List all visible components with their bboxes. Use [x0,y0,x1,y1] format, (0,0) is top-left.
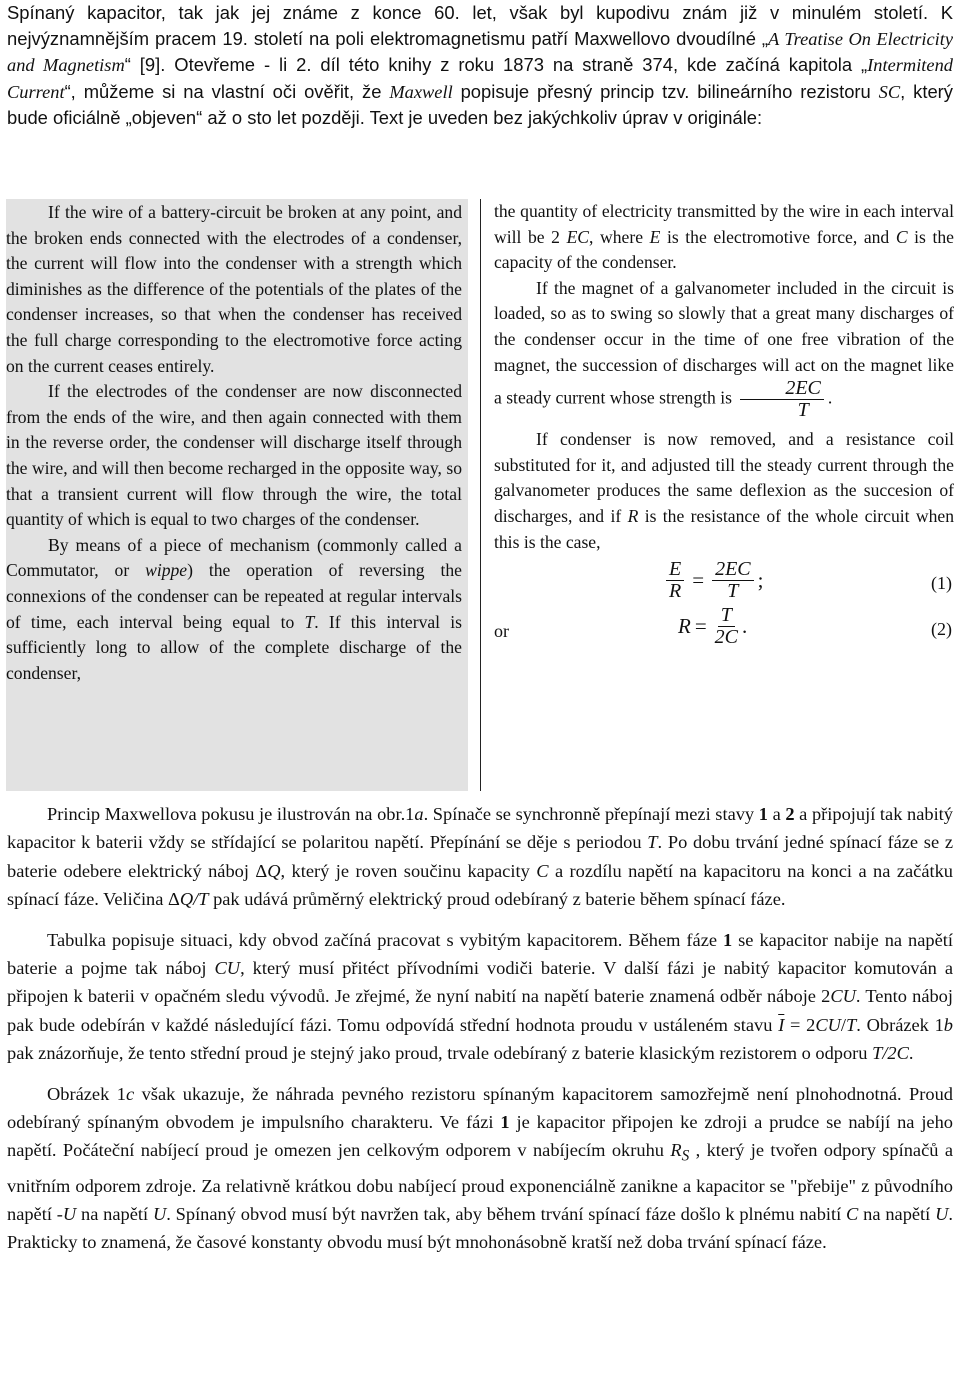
body-text-run: na napětí [76,1203,153,1224]
body-paragraph [7,926,953,1068]
maxwell-quote [0,199,960,791]
symbol-u: U [152,1203,167,1224]
equation-2-body [678,605,747,648]
figure-ref: a [414,804,424,824]
or-label: or [494,621,509,642]
equals-sign: = [692,567,705,592]
quote-paragraph [6,379,462,533]
body-text-run: pak udává průměrný elektrický proud odebíraný z baterie během spínací fáze. [208,889,786,910]
fraction-e-over-r [666,559,684,602]
body-paragraph [7,800,953,914]
quote-left-column [6,199,468,791]
quote-right-column [494,199,954,651]
symbol-t: T [304,611,315,632]
symbol-r: R [670,1140,682,1161]
fraction-t-over-2c [715,605,738,648]
quote-text: If condenser is now removed, and a resistance coil substituted for it, and adjusted till the steady current through the galvanometer produces the same deflexion as the succesion of discharges, and if [494,429,954,526]
symbol-r: R [627,505,639,526]
symbol-u: U [935,1203,949,1224]
body-text-run: Obrázek 1 [47,1083,126,1104]
symbol-ec: EC [566,226,590,247]
quote-text: If the magnet of a galvanometer included in the circuit is loaded, so as to swing so slowly that a great many discharges of the condenser occur in the time of one free vibration of the magnet, the succession of discharges will act on the magnet like a steady current whose strength is [494,277,954,408]
body-text-run: . Spínače se synchronně přepínají mezi stavy [423,804,759,824]
period: . [742,613,748,638]
intro-text: “, můžeme si na vlastní oči ověřit, že [64,80,390,102]
equation-2 [494,605,954,651]
body-text-run: , který je roven součinu kapacity [280,860,537,881]
body-text-run: se kapacitor nabije na napětí baterie a pojme tak náboj [7,929,953,979]
body-text-run: . Obrázek 1 [856,1014,944,1035]
intro-text: , který bude oficiálně „objeven“ až o sto let později. Text je uveden bez jakýchkoliv úprav v originále: [7,80,953,129]
body-text-run: a [767,804,786,824]
body-paragraph [7,1080,953,1257]
chapter-title: Intermitend Current [7,55,953,102]
symbol-t: T [846,1014,857,1035]
body-text-run: . Po dobu trvání jedné spínací fáze se z baterie odebere elektrický náboj Δ [7,832,953,881]
equation-number: (2) [931,619,952,640]
body-text-run: na napětí [858,1203,936,1224]
symbol-c: C [536,860,549,881]
slash: / [840,1014,847,1035]
intro-paragraph [7,0,953,131]
quote-paragraph [494,199,954,276]
quote-paragraph: If the wire of a battery-circuit be broken at any point, and the broken ends connected with the electrodes of a condenser, the current will flow into the condenser with a strength which diminishes as the difference of the potentials of the plates of the condenser increases, so that when the condenser has received the full charge corresponding to the electromotive force acting on the current ceases entirely. [6,202,462,376]
body-text-run: . Tento náboj pak bude odebírán v každé následující fázi. Tomu odpovídá střední hodnota proudu v ustáleném stavu [7,986,953,1035]
equals-sign: = [694,613,707,638]
body-text-run: a připojují tak nabitý kapacitor k baterii vždy se střídající se polaritou napětí. Přepínání se děje s periodou [7,804,953,853]
symbol-c: C [895,226,908,247]
quote-paragraph [6,533,462,687]
quote-text: If the electrodes of the condenser are now disconnected from the ends of the wire, and then again connected with them in the reverse order, the condenser will discharge itself through the wire, and will then become recharged in the opposite way, so that a transient current will flow through the wire, the total quantity of which is equal to two charges of the condenser. [6,381,462,530]
body-text-run: však ukazuje, že náhrada pevného rezistoru spínaným kapacitorem samozřejmě není plnohodnotná. Proud odebíraný spínaným obvodem je impulsního charakteru. Ve fázi [7,1083,953,1133]
intro-text: popisuje přesný princip tzv. bilineárního rezistoru [452,80,879,102]
state-2: 2 [785,804,795,824]
body-text-run: = 2 [784,1014,816,1035]
symbol-e: E [649,226,661,247]
fraction-numerator: 2EC [740,378,824,400]
body-text-run: , který je tvořen odpory spínačů a vnitřním odporem zdroje. Za relativně krátkou dobu nabíjecí proud exponenciálně zanikne a kapacitor se "přebije" z původního napětí - [7,1140,953,1224]
body-text-run: a rozdílu napětí na kapacitoru na konci a na začátku spínací fáze. Veličina Δ [7,860,954,910]
body-text-run: , který musí přitéct přívodními vodiči baterie. V další fázi je nabitý kapacitor komutován a připojen k baterii v opačném sledu vývodů. Je zřejmé, že nyní nabití na napětí baterie znamená odběr náboje 2 [7,958,953,1007]
fraction-denominator: R [669,580,682,603]
state-1: 1 [758,804,768,824]
author-name: Maxwell [389,81,453,102]
quote-paragraph [494,276,954,421]
quote-text: is the resistance of the whole circuit when this is the case, [494,505,954,552]
figure-ref: c [125,1083,135,1104]
symbol-cu: CU [830,986,856,1007]
equation-number: (1) [931,573,952,594]
semicolon: ; [757,567,764,592]
intro-text: “ [9]. Otevřeme - li 2. díl této knihy z roku 1873 na straně 374, kde začíná kapitola „ [124,54,868,76]
fraction-denominator: T [797,399,809,422]
body-text-run: Princip Maxwellova pokusu je ilustrován na obr.1 [47,804,415,824]
wippe-term: wippe [145,560,188,581]
quote-text: . [827,387,833,408]
symbol-r: R [678,613,691,638]
symbol-q: Q [267,860,281,881]
fraction-2ec-over-t [712,559,754,602]
book-title: A Treatise On Electricity and Magnetism [7,28,954,76]
intro-text: Spínaný kapacitor, tak jak jej známe z konce 60. let, však byl kupodivu znám již v minulém století. K nejvýznamnějším pracem 19. století na poli elektromagnetismu patří Maxwellovo dvoudílné „ [7,2,953,49]
symbol-i-bar: $\overline{I}$ [778,1014,785,1035]
quote-text: is the electromotive force, and [660,226,896,247]
fraction-numerator: E [666,559,684,581]
equation-1 [494,559,954,605]
body-text-run: Tabulka popisuje situaci, kdy obvod začíná pracovat s vybitým kapacitorem. Během fáze [47,929,723,950]
symbol-t-over-2c: T/2C [872,1043,909,1064]
body-text-run: . [908,1043,914,1064]
quote-text: By means of a piece of mechanism (commonly called a Commutator, or [6,534,462,581]
symbol-q-over-t: Q/T [179,889,209,910]
symbol-u: U [62,1203,77,1224]
fraction-numerator: 2EC [712,559,754,581]
body-text-run: je kapacitor připojen ke zdroji a prudce se nabíjí na jeho napětí. Počáteční nabíjecí proud je omezen jen celkovým odporem v nabíjecím okruhu [7,1112,953,1161]
subscript-s: S [681,1148,690,1166]
phase-1: 1 [722,929,733,950]
equation-1-body [662,559,763,602]
fraction-denominator: 2C [714,626,739,649]
symbol-t: T [647,832,658,853]
phase-1: 1 [500,1112,510,1133]
quote-text: . If this interval is sufficiently long to allow of the complete discharge of the condenser, [6,611,462,683]
fraction-denominator: T [727,580,739,603]
quote-text: , where [589,226,650,247]
quote-text: ) the operation of reversing the connexions of the condenser can be repeated at regular intervals of time, each interval being equal to [6,560,462,632]
symbol-cu: CU [815,1014,841,1035]
body-text [7,800,953,1257]
fraction-2ec-over-t [740,378,824,421]
body-text-run: pak znázorňuje, že tento střední proud je stejný jako proud, trvale odebíraný z baterie klasickým rezistorem o odporu [7,1043,873,1064]
column-divider [480,199,481,791]
figure-ref: b [943,1014,953,1035]
symbol-c: C [846,1203,859,1224]
body-text-run: . Spínaný obvod musí být navržen tak, aby během trvání spínací fáze došlo k plnému nabití [166,1203,847,1224]
symbol-cu: CU [214,958,241,979]
quote-text: is the capacity of the condenser. [494,226,954,273]
sc-symbol: SC [878,81,901,102]
fraction-numerator: T [718,605,735,627]
quote-text: the quantity of electricity transmitted by the wire in each interval will be 2 [494,201,954,247]
body-text-run: . Prakticky to znamená, že časové konstanty obvodu musí být mnohonásobně kratší než doba trvání spínací fáze. [7,1203,953,1253]
quote-paragraph [494,427,954,555]
